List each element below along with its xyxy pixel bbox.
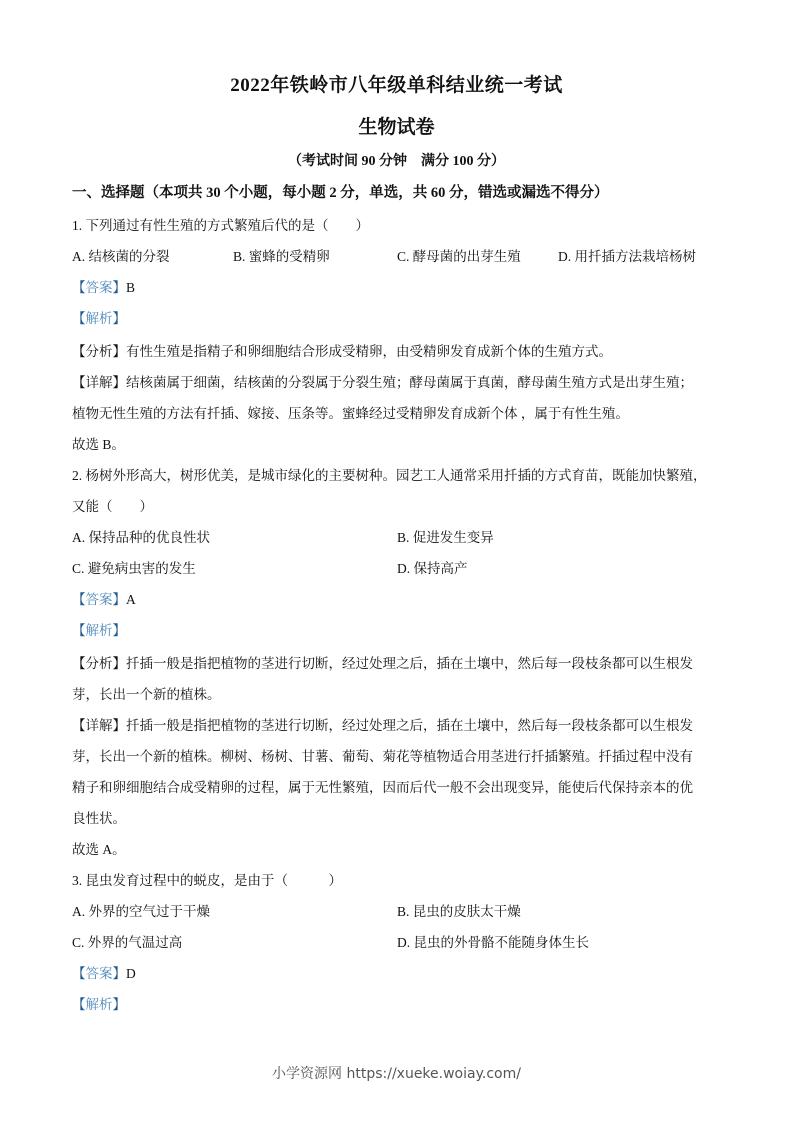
question-2-xiangjie-line-1: 【详解】扦插一般是指把植物的茎进行切断，经过处理之后，插在土壤中，然后每一段枝条都可以生根发 <box>72 718 693 733</box>
question-2-fenxi-line-1: 【分析】扦插一般是指把植物的茎进行切断，经过处理之后，插在土壤中，然后每一段枝条都可以生根发 <box>72 656 693 671</box>
question-3-option-d: D. 昆虫的外骨骼不能随身体生长 <box>397 935 589 950</box>
answer-tag: 【答案】 <box>72 280 126 295</box>
question-1-xiangjie-line-2: 植物无性生殖的方法有扦插、嫁接、压条等。蜜蜂经过受精卵发育成新个体 ，属于有性生殖。 <box>72 406 629 421</box>
question-3-answer <box>72 962 136 982</box>
question-3-option-a: A. 外界的空气过于干燥 <box>72 904 210 919</box>
answer-tag: 【答案】 <box>72 966 126 981</box>
answer-value: D <box>126 966 136 981</box>
question-1-stem: 1. 下列通过有性生殖的方式繁殖后代的是（ ） <box>72 218 369 233</box>
question-2-stem-line-2: 又能（ ） <box>72 499 153 514</box>
analysis-tag: 【解析】 <box>72 997 126 1012</box>
document-title: 2022年铁岭市八年级单科结业统一考试 <box>230 75 563 96</box>
answer-value: A <box>126 592 136 607</box>
question-2-fenxi-line-2: 芽，长出一个新的植株。 <box>72 687 221 702</box>
question-1-option-d: D. 用扦插方法栽培杨树 <box>558 249 696 264</box>
question-3-stem: 3. 昆虫发育过程中的蜕皮，是由于（ ） <box>72 873 342 888</box>
question-1-analysis-tag <box>72 307 126 327</box>
analysis-tag: 【解析】 <box>72 623 126 638</box>
question-1-option-a: A. 结核菌的分裂 <box>72 249 170 264</box>
question-1-option-c: C. 酵母菌的出芽生殖 <box>397 249 521 264</box>
analysis-tag: 【解析】 <box>72 311 126 326</box>
question-1-fenxi: 【分析】有性生殖是指精子和卵细胞结合形成受精卵，由受精卵发育成新个体的生殖方式。 <box>72 344 612 359</box>
question-2-conclusion: 故选 A。 <box>72 842 126 857</box>
question-2-analysis-tag <box>72 619 126 639</box>
question-1-option-b: B. 蜜蜂的受精卵 <box>233 249 330 264</box>
question-1-xiangjie-line-1: 【详解】结核菌属于细菌，结核菌的分裂属于分裂生殖；酵母菌属于真菌，酵母菌生殖方式是出芽生殖； <box>72 375 693 390</box>
question-2-xiangjie-line-4: 良性状。 <box>72 811 126 826</box>
question-3-option-b: B. 昆虫的皮肤太干燥 <box>397 904 521 919</box>
answer-value: B <box>126 280 136 295</box>
question-2-option-c: C. 避免病虫害的发生 <box>72 561 196 576</box>
question-3-analysis-tag <box>72 993 126 1013</box>
section-heading: 一、选择题（本项共 30 个小题，每小题 2 分，单选，共 60 分，错选或漏选不得分） <box>72 185 609 201</box>
exam-info: （考试时间 90 分钟 满分 100 分） <box>288 154 505 169</box>
question-1-conclusion: 故选 B。 <box>72 437 125 452</box>
question-1-answer <box>72 276 135 296</box>
question-2-stem-line-1: 2. 杨树外形高大，树形优美，是城市绿化的主要树种。园艺工人通常采用扦插的方式育苗，既能加快繁殖， <box>72 468 707 483</box>
question-2-option-d: D. 保持高产 <box>397 561 468 576</box>
question-2-xiangjie-line-3: 精子和卵细胞结合成受精卵的过程，属于无性繁殖，因而后代一般不会出现变异，能使后代保持亲本的优 <box>72 780 693 795</box>
answer-tag: 【答案】 <box>72 592 126 607</box>
question-2-xiangjie-line-2: 芽，长出一个新的植株。柳树、杨树、甘薯、葡萄、菊花等植物适合用茎进行扦插繁殖。扦插过程中没有 <box>72 749 693 764</box>
question-2-option-b: B. 促进发生变异 <box>397 530 494 545</box>
question-2-option-a: A. 保持品种的优良性状 <box>72 530 210 545</box>
question-2-answer <box>72 588 136 608</box>
footer-watermark: 小学资源网 https://xueke.woiay.com/ <box>272 1066 521 1082</box>
document-subtitle: 生物试卷 <box>358 117 435 138</box>
question-3-option-c: C. 外界的气温过高 <box>72 935 183 950</box>
